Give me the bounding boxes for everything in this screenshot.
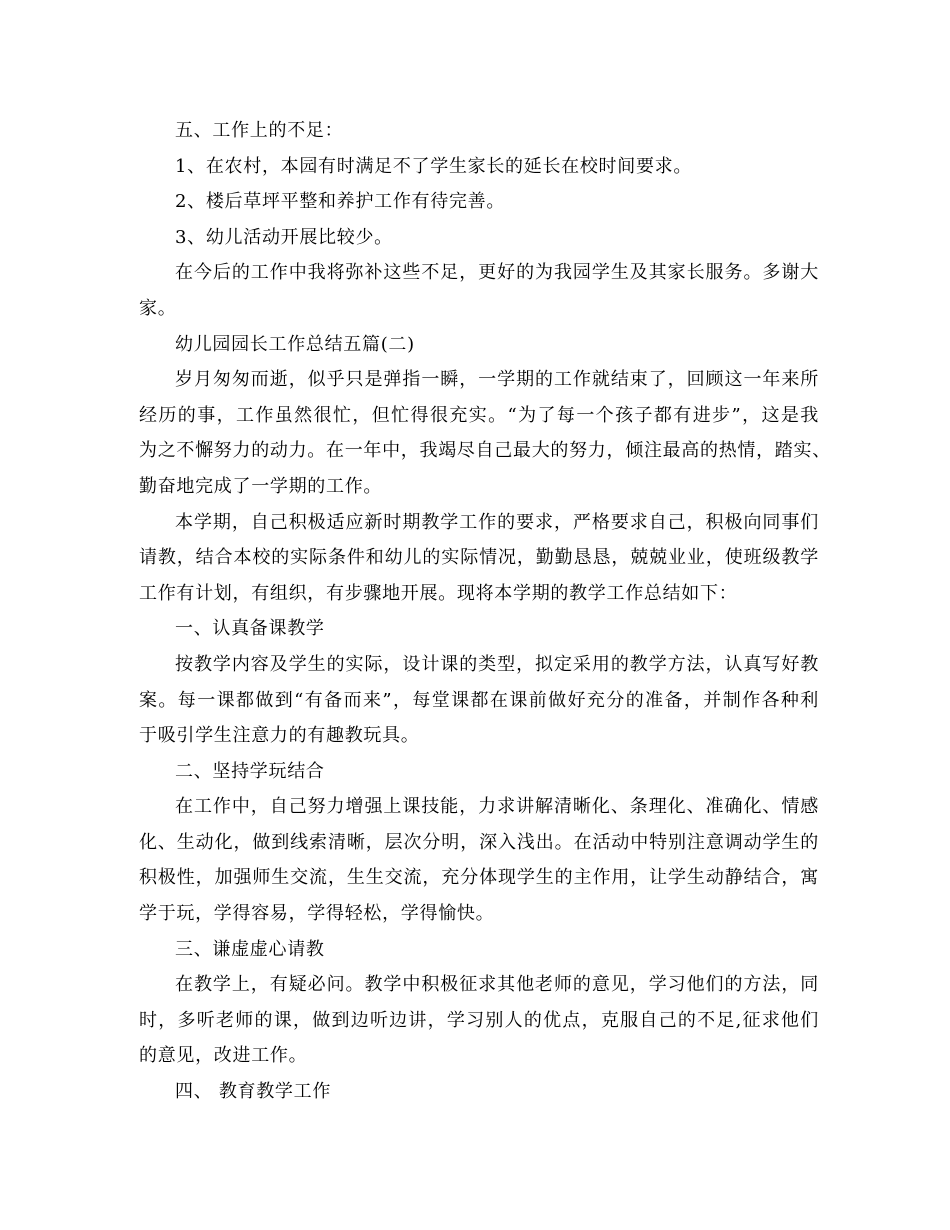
text-line: 1、在农村，本园有时满足不了学生家长的延长在校时间要求。	[175, 155, 693, 177]
text-line: 二、坚持学玩结合	[175, 760, 325, 782]
text-line: 经历的事，工作虽然很忙，但忙得很充实。“为了每一个孩子都有进步”，这是我	[139, 404, 819, 426]
text-line: 岁月匆匆而逝，似乎只是弹指一瞬，一学期的工作就结束了，回顾这一年来所	[175, 369, 819, 391]
text-line: 五、工作上的不足：	[175, 120, 344, 141]
text-line: 勤奋地完成了一学期的工作。	[139, 475, 383, 497]
text-line: 积极性，加强师生交流，生生交流，充分体现学生的主作用，让学生动静结合，寓	[139, 867, 819, 889]
text-line: 在今后的工作中我将弥补这些不足，更好的为我园学生及其家长服务。多谢大	[175, 262, 819, 284]
text-line: 在教学上，有疑必问。教学中积极征求其他老师的意见，学习他们的方法，同	[175, 974, 819, 996]
text-line: 四、 教育教学工作	[175, 1081, 332, 1103]
text-line: 2、楼后草坪平整和养护工作有待完善。	[175, 191, 506, 213]
text-line: 本学期，自己积极适应新时期教学工作的要求，严格要求自己，积极向同事们	[175, 511, 819, 533]
text-line: 的意见，改进工作。	[139, 1045, 308, 1067]
document-body	[139, 113, 831, 1110]
text-line: 幼儿园园长工作总结五篇(二)	[175, 333, 415, 355]
text-line: 一、认真备课教学	[175, 618, 325, 640]
text-line: 按教学内容及学生的实际，设计课的类型，拟定采用的教学方法，认真写好教	[175, 653, 819, 675]
text-line: 家。	[139, 297, 177, 319]
text-line: 时，多听老师的课，做到边听边讲，学习别人的优点，克服自己的不足,征求他们	[139, 1009, 819, 1031]
text-line: 学于玩，学得容易，学得轻松，学得愉快。	[139, 903, 495, 925]
text-line: 3、幼儿活动开展比较少。	[175, 226, 393, 248]
text-line: 在工作中，自己努力增强上课技能，力求讲解清晰化、条理化、准确化、情感	[175, 796, 819, 818]
text-line: 三、谦虚虚心请教	[175, 938, 325, 960]
text-line: 为之不懈努力的动力。在一年中，我竭尽自己最大的努力，倾注最高的热情，踏实、	[139, 440, 831, 462]
text-line: 请教，结合本校的实际条件和幼儿的实际情况，勤勤恳恳，兢兢业业，使班级教学	[139, 547, 819, 569]
text-line: 工作有计划，有组织，有步骤地开展。现将本学期的教学工作总结如下：	[139, 582, 738, 604]
text-line: 化、生动化，做到线索清晰，层次分明，深入浅出。在活动中特别注意调动学生的	[139, 831, 819, 853]
text-line: 案。每一课都做到“有备而来”，每堂课都在课前做好充分的准备，并制作各种利	[139, 689, 819, 711]
text-line: 于吸引学生注意力的有趣教玩具。	[139, 725, 420, 747]
